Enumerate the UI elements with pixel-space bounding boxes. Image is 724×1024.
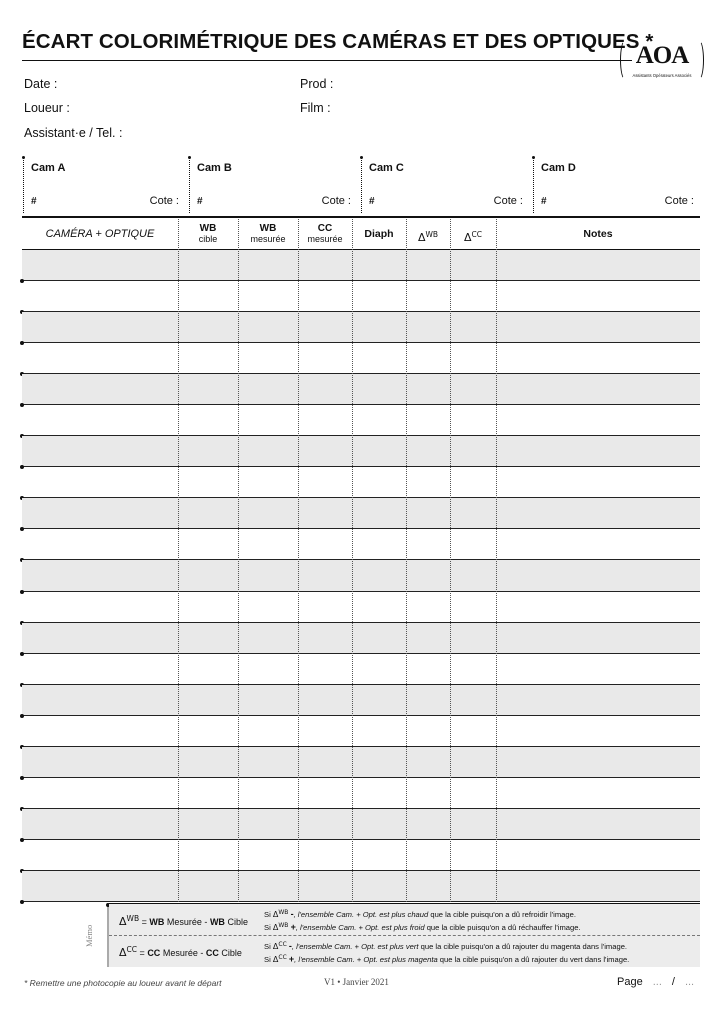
memo-divider [109,935,700,936]
delta-cc-sup: CC [471,230,482,239]
table-row [22,343,700,374]
assistant-field-label: Assistant·e / Tel. : [24,126,123,140]
cam-d-block [533,157,700,213]
page-total: ... [684,976,695,988]
logo-right-bracket [694,40,704,80]
cameras-divider [22,216,700,218]
table-row [22,747,700,778]
col-header-delta-cc [450,219,496,249]
delta-cc-symbol [464,231,482,244]
table-row [22,529,700,560]
column-divider [450,219,451,902]
col-header-camera: CAMÉRA + OPTIQUE [45,228,155,240]
delta-symbol: Δ [463,231,472,244]
col-header-wb-mesuree [238,219,298,249]
column-divider [178,219,179,902]
memo-label: Mémo [84,924,94,948]
table-row [22,436,700,467]
table-row [22,840,700,871]
cam-a-block [23,157,185,213]
table-header [22,219,700,249]
cam-b-name: Cam B [197,162,232,174]
page-current: ... [652,976,662,988]
cam-a-name: Cam A [31,162,66,174]
delta-wb-symbol: $\Delta^{WB}$ [119,914,140,928]
row-bullet [20,900,24,904]
logo-mark: AOA [635,42,689,69]
col-header-notes: Notes [583,228,613,240]
memo-wb-minus-line: Si $\Delta^{WB}$ -, l'ensemble Cam. + Opt. est plus chaud que la cible puisqu'on a dû refroidir l'image. [264,909,576,919]
loueur-field-label: Loueur : [24,101,70,115]
delta-wb-sup: WB [425,230,439,239]
cam-d-cote: Cote : [664,195,694,207]
delta-cc-symbol: $\Delta^{CC}$ [119,945,138,959]
table-row [22,716,700,747]
col-header-diaph: Diaph [364,228,394,240]
cam-b-cote: Cote : [321,195,351,207]
cam-a-cote: Cote : [149,195,179,207]
col-header-delta-wb [406,219,450,249]
col-header-cc-top: CC [317,223,333,234]
table-row [22,498,700,529]
col-header-wb-cible-bottom: cible [198,234,218,244]
memo-cc-minus-line: Si $\Delta^{CC}$ -, l'ensemble Cam. + Opt. est plus vert que la cible puisqu'on a dû rajouter du magenta dans l'image. [264,941,628,951]
column-divider [406,219,407,902]
memo-cc-plus-line: Si $\Delta^{CC}$ +, l'ensemble Cam. + Opt. est plus magenta que la cible puisqu'on a dû rajouter du vert dans l'image. [264,954,630,964]
memo-wb-formula: $\Delta^{WB}$ = WB Mesurée - WB Cible [119,914,248,928]
page-label: Page [617,976,643,988]
cam-c-block [361,157,529,213]
row-rule [22,901,700,902]
delta-symbol: Δ [417,231,426,244]
col-header-wb-cible [178,219,238,249]
column-divider [238,219,239,902]
cam-d-hash: # [541,196,547,207]
cam-c-name: Cam C [369,162,404,174]
table-row [22,250,700,281]
film-field-label: Film : [300,101,331,115]
page-title: ÉCART COLORIMÉTRIQUE DES CAMÉRAS ET DES OPTIQUES * [22,30,654,53]
col-header-wb-mesuree-bottom: mesurée [250,234,286,244]
column-divider [496,219,497,902]
col-header-cc-mesuree [298,219,352,249]
memo-cc-formula: $\Delta^{CC}$ = CC Mesurée - CC Cible [119,945,242,959]
table-row [22,281,700,312]
footer-version: V1 • Janvier 2021 [324,977,389,987]
table-row [22,405,700,436]
table-row [22,778,700,809]
memo-section [84,903,700,967]
page-number [617,976,704,988]
col-header-wb-mesuree-top: WB [259,223,277,234]
delta-wb-symbol [418,231,438,244]
column-divider [298,219,299,902]
table-row [22,685,700,716]
cam-a-hash: # [31,196,37,207]
table-row [22,467,700,498]
table-row [22,871,700,902]
table-row [22,809,700,840]
logo-subtitle: Assistants Opérateurs Associés [632,73,692,78]
column-divider [352,219,353,902]
logo-left-bracket [620,40,630,80]
table-row [22,592,700,623]
memo-wb-plus-line: Si $\Delta^{WB}$ +, l'ensemble Cam. + Opt. est plus froid que la cible puisqu'on a dû réchauffer l'image. [264,922,581,932]
cam-b-hash: # [197,196,203,207]
cam-b-block [189,157,357,213]
col-header-wb-cible-top: WB [199,223,217,234]
title-divider [22,60,632,61]
table-row [22,312,700,343]
prod-field-label: Prod : [300,77,334,91]
page-separator: / [671,976,675,988]
date-field-label: Date : [24,77,58,91]
table-row [22,654,700,685]
memo-box [109,903,700,967]
table-row [22,623,700,654]
table-row [22,560,700,591]
table-row [22,374,700,405]
aoa-logo [620,40,704,84]
table-body [22,250,700,902]
cam-d-name: Cam D [541,162,576,174]
cam-c-hash: # [369,196,375,207]
cam-c-cote: Cote : [493,195,523,207]
col-header-cc-bottom: mesurée [307,234,343,244]
footer-note: * Remettre une photocopie au loueur avant le départ [24,978,222,988]
